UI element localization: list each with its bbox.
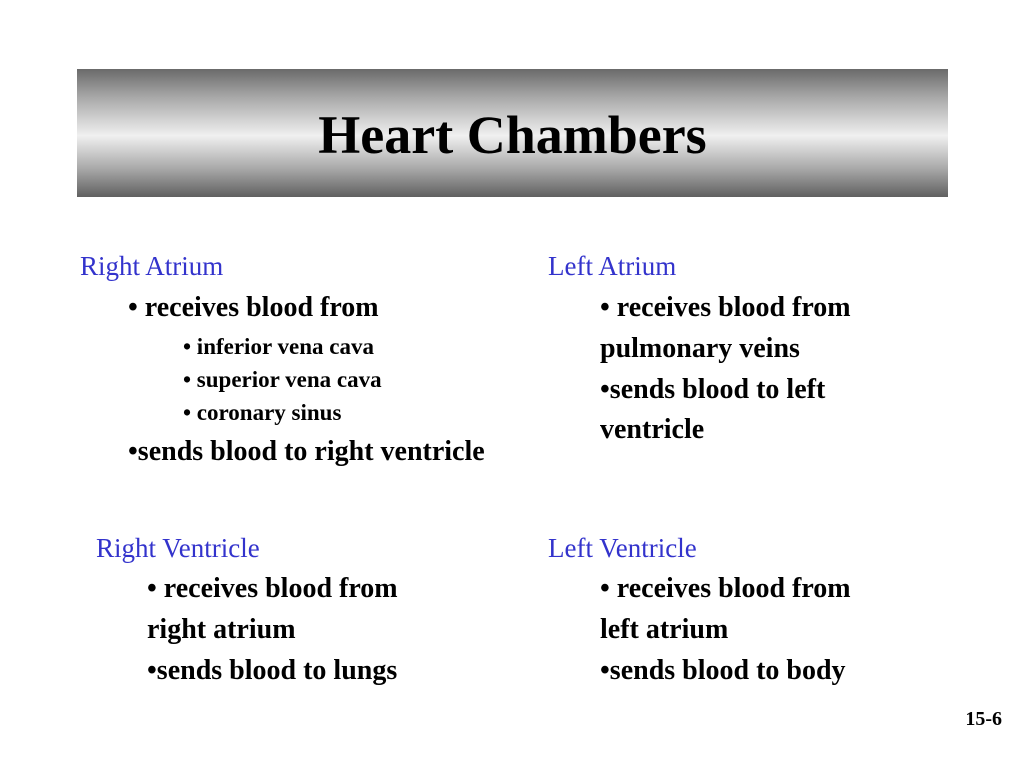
- left-ventricle-line: left atrium: [600, 614, 729, 645]
- left-atrium-heading: Left Atrium: [548, 251, 677, 281]
- right-atrium-sends: •sends blood to right ventricle: [128, 436, 485, 467]
- left-ventricle-line: • receives blood from: [600, 573, 851, 604]
- right-atrium-receives: • receives blood from: [128, 292, 379, 323]
- right-atrium-source: • coronary sinus: [183, 400, 342, 425]
- left-atrium-line: • receives blood from: [600, 292, 851, 323]
- right-ventricle-line: •sends blood to lungs: [147, 655, 398, 686]
- right-ventricle-heading: Right Ventricle: [96, 533, 260, 563]
- slide-title: Heart Chambers: [318, 105, 707, 165]
- left-ventricle-heading: Left Ventricle: [548, 533, 697, 563]
- right-atrium-source: • superior vena cava: [183, 367, 382, 392]
- slide-number: 15-6: [965, 708, 1002, 730]
- left-atrium-line: •sends blood to left: [600, 374, 826, 405]
- left-atrium-line: ventricle: [600, 414, 705, 445]
- right-ventricle-line: • receives blood from: [147, 573, 398, 604]
- left-ventricle-line: •sends blood to body: [600, 655, 846, 686]
- right-atrium-source: • inferior vena cava: [183, 334, 374, 359]
- title-bar: [77, 69, 948, 197]
- right-ventricle-line: right atrium: [147, 614, 296, 645]
- right-atrium-heading: Right Atrium: [80, 251, 224, 281]
- left-atrium-line: pulmonary veins: [600, 333, 800, 364]
